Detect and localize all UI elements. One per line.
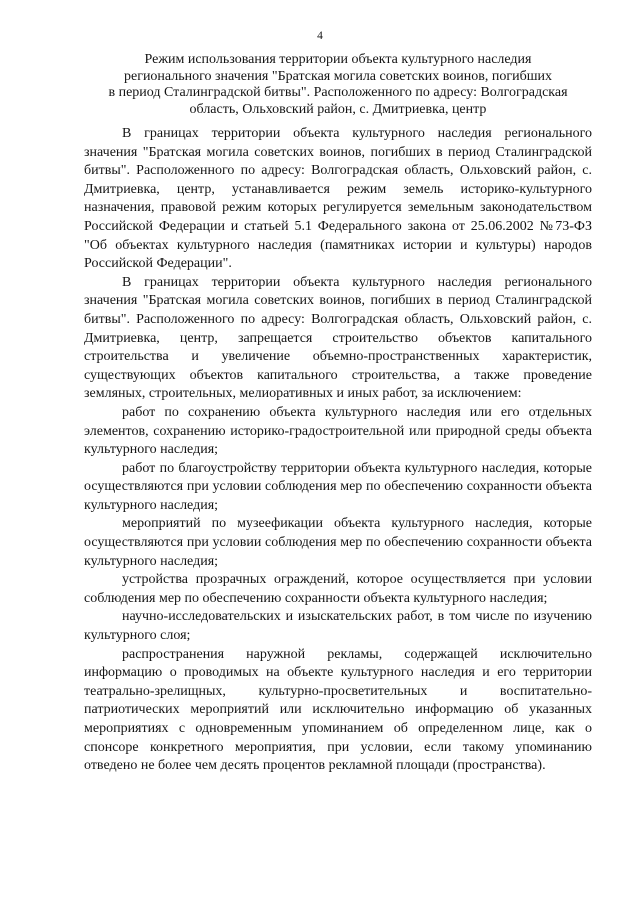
- paragraph-construction-ban: В границах территории объекта культурного наследия регионального значения "Братская могила советских воинов, погибших в период Сталинградской битвы". Расположенного по адресу: Волгоградская область, Ольховский район, с. Дмитриевка, центр, запрещается строительство объектов капитального строительства и увеличение объемно-пространственных характеристик, существующих объектов капитального строительства, а также проведение земляных, строительных, мелиоративных и иных работ, за исключением:: [84, 274, 592, 402]
- exception-landscaping-works: работ по благоустройству территории объекта культурного наследия, которые осуществляются при условии соблюдения мер по обеспечению сохранности объекта культурного наследия;: [84, 460, 592, 513]
- paragraph-land-regime: В границах территории объекта культурного наследия регионального значения "Братская могила советских воинов, погибших в период Сталинградской битвы". Расположенного по адресу: Волгоградская область, Ольховский район, с. Дмитриевка, центр, устанавливается режим земель историко-культурного назначения, правовой режим которых регулируется земельным законодательством Российской Федерации и статьей 5.1 Федерального закона от 25.06.2002 №73-ФЗ "Об объектах культурного наследия (памятниках истории и культуры) народов Российской Федерации".: [84, 126, 592, 272]
- exception-museumification: мероприятий по музеефикации объекта культурного наследия, которые осуществляются при условии соблюдения мер по обеспечению сохранности объекта культурного наследия;: [84, 516, 592, 569]
- exception-outdoor-advertising: распространения наружной рекламы, содержащей исключительно информацию о проводимых на объекте культурного наследия и его территории театрально-зрелищных, культурно-просветительных и воспитательно-патриотических мероприятий или исключительно информацию об указанных мероприятиях с одновременным упоминанием об определенном лице, как о спонсоре конкретного мероприятия, при условии, если такому упоминанию отведено не более чем десять процентов рекламной площади (пространства).: [84, 646, 592, 774]
- title-line: область, Ольховский район, с. Дмитриевка, центр: [189, 101, 487, 117]
- title-line: в период Сталинградской битвы". Расположенного по адресу: Волгоградская: [108, 85, 568, 100]
- title-line: регионального значения "Братская могила советских воинов, погибших: [123, 68, 553, 84]
- title-line: Режим использования территории объекта культурного наследия: [144, 52, 532, 67]
- page-number: 4: [317, 30, 323, 42]
- exception-transparent-fences: устройства прозрачных ограждений, которое осуществляется при условии соблюдения мер по обеспечению сохранности объекта культурного наследия;: [84, 572, 592, 606]
- document-title: [84, 52, 592, 118]
- document-body: [84, 125, 592, 776]
- exception-research-works: научно-исследовательских и изыскательских работ, в том числе по изучению культурного слоя;: [84, 609, 592, 644]
- exception-preservation-works: работ по сохранению объекта культурного наследия или его отдельных элементов, сохранению историко-градостроительной или природной среды объекта культурного наследия;: [84, 404, 592, 458]
